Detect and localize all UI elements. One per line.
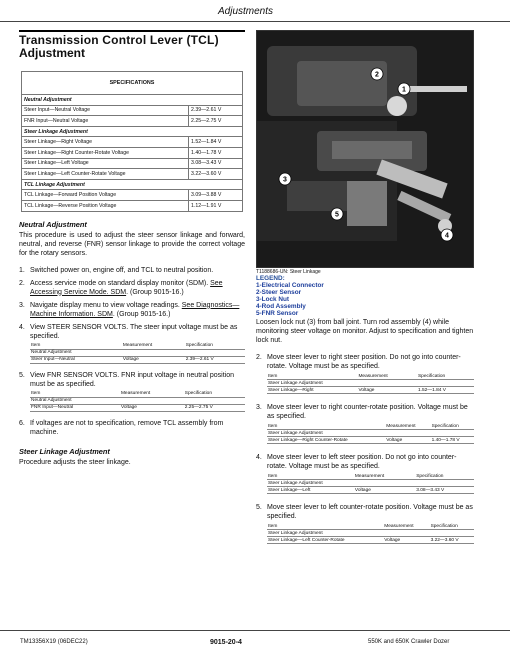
service-mode-link[interactable]: See Accessing Service Mode. SDM (30, 279, 223, 296)
step-text: Navigate display menu to view voltage readings. (30, 301, 182, 309)
step-number: 5. (256, 504, 262, 511)
step-text: Move steer lever to right counter-rotate position. Voltage must be as specified. (267, 404, 468, 420)
spec-label: Steer Linkage—Right Voltage (22, 137, 189, 148)
neutral-heading: Neutral Adjustment (19, 219, 87, 229)
cell-specification: 1.40—1.78 V (431, 437, 474, 444)
footer-doc-id: TM13356X19 (06DEC22) (20, 639, 88, 645)
spec-section: TCL Linkage Adjustment (22, 179, 243, 190)
title-line2: Adjustment (19, 46, 85, 60)
cell-item: FNR Input—Neutral (30, 404, 120, 411)
cell-measurement: Voltage (122, 356, 185, 363)
table-subhead: Steer Linkage Adjustment (267, 480, 474, 487)
step-text: View STEER SENSOR VOLTS. The steer input voltage must be as specified. (30, 323, 238, 340)
figure-caption: T1188686-UN: Steer Linkage (256, 269, 321, 275)
step-number: 4. (19, 323, 25, 331)
col-item: Item (30, 343, 122, 350)
cell-item: Steer Input—Neutral (30, 356, 122, 363)
spec-section: Neutral Adjustment (22, 95, 243, 106)
col-measurement: Measurement (383, 523, 429, 530)
spec-value: 3.08—3.43 V (189, 158, 243, 169)
col-measurement: Measurement (357, 373, 417, 380)
spec-value: 1.12—1.91 V (189, 200, 243, 211)
cell-item: Steer Linkage—Left (267, 487, 354, 494)
steer-input-table (30, 343, 245, 364)
col-measurement: Measurement (120, 391, 184, 398)
footer-model: 550K and 650K Crawler Dozer (368, 639, 450, 645)
steer-step (256, 503, 474, 521)
neutral-step (19, 371, 245, 389)
cell-specification: 2.25—2.75 V (184, 404, 245, 411)
cell-measurement: Voltage (120, 404, 184, 411)
step-text: Move steer lever to left steer position. Do not go into counter-rotate. Voltage must be as specified. (267, 454, 457, 470)
spec-value: 1.52—1.84 V (189, 137, 243, 148)
neutral-step (19, 323, 245, 341)
col-item: Item (30, 391, 120, 398)
cell-specification: 2.39—2.61 V (185, 356, 245, 363)
steer-step (256, 403, 474, 421)
col-specification: Specification (185, 343, 245, 350)
step-number: 6. (19, 419, 25, 427)
step-number: 5. (19, 371, 25, 379)
step-text: Move steer lever to left counter-rotate position. Voltage must be as specified. (267, 504, 473, 520)
cell-item: Steer Linkage—Right (267, 387, 357, 394)
page-title (19, 30, 245, 47)
step-number: 3. (256, 404, 262, 411)
cell-measurement: Voltage (385, 437, 430, 444)
table-subhead: Steer Linkage Adjustment (267, 380, 474, 387)
step-text: Access service mode on standard display monitor (SDM). (30, 279, 211, 287)
spec-label: Steer Linkage—Left Voltage (22, 158, 189, 169)
left-counter-table (267, 523, 474, 544)
cell-item: Steer Linkage—Left Counter-Rotate (267, 537, 383, 544)
spec-value: 1.40—1.78 V (189, 147, 243, 158)
col-specification: Specification (417, 373, 474, 380)
steer-linkage-photo (256, 30, 474, 268)
legend-item: 1-Electrical Connector (256, 282, 324, 289)
left-column (19, 30, 245, 467)
callout-5-label: 5 (335, 211, 339, 219)
col-measurement: Measurement (385, 423, 430, 430)
step-tail: . (Group 9015-16.) (112, 310, 171, 318)
step-text: If voltages are not to specification, remove TCL assembly from machine. (30, 419, 224, 436)
cell-measurement: Voltage (354, 487, 415, 494)
col-measurement: Measurement (354, 473, 415, 480)
spec-value: 2.39—2.61 V (189, 105, 243, 116)
col-specification: Specification (415, 473, 474, 480)
legend-item: 4-Rod Assembly (256, 303, 306, 310)
spec-heading: SPECIFICATIONS (22, 72, 243, 95)
legend-title: LEGEND: (256, 275, 285, 282)
callout-4-label: 4 (445, 232, 449, 240)
legend-item: 5-FNR Sensor (256, 310, 299, 317)
spec-label: TCL Linkage—Forward Position Voltage (22, 190, 189, 201)
table-subhead: Steer Linkage Adjustment (267, 530, 474, 537)
spec-value: 2.25—2.75 V (189, 116, 243, 127)
neutral-intro: This procedure is used to adjust the steer sensor linkage and forward, neutral, and reverse (FNR) sensor linkage to provide the correct voltage for the rotary sensors. (19, 231, 245, 257)
steer-heading: Steer Linkage Adjustment (19, 446, 110, 456)
col-item: Item (267, 473, 354, 480)
col-item: Item (267, 523, 383, 530)
cell-specification: 1.52—1.84 V (417, 387, 474, 394)
adjust-note: Loosen lock nut (3) from ball joint. Turn rod assembly (4) while monitoring steer voltage on monitor. Adjust to specification and tighten lock nut. (256, 319, 474, 344)
col-specification: Specification (430, 523, 474, 530)
table-subhead: Neutral Adjustment (30, 349, 245, 356)
right-counter-table (267, 423, 474, 444)
cell-specification: 3.22—3.60 V (430, 537, 474, 544)
page-footer (0, 630, 510, 660)
title-line1: Transmission Control Lever (TCL) (19, 33, 219, 47)
col-measurement: Measurement (122, 343, 185, 350)
step-number: 2. (19, 279, 25, 287)
steer-intro: Procedure adjusts the steer linkage. (19, 458, 131, 466)
spec-label: FNR Input—Neutral Voltage (22, 116, 189, 127)
steer-step (256, 453, 474, 471)
cell-measurement: Voltage (383, 537, 429, 544)
right-steer-table (267, 373, 474, 394)
spec-label: TCL Linkage—Reverse Position Voltage (22, 200, 189, 211)
neutral-step (19, 279, 245, 297)
fnr-input-table (30, 391, 245, 412)
callout-1-label: 1 (402, 86, 406, 94)
neutral-step (19, 419, 245, 437)
step-text: View FNR SENSOR VOLTS. FNR input voltage in neutral position must be as specified. (30, 371, 234, 388)
col-item: Item (267, 423, 385, 430)
col-item: Item (267, 373, 357, 380)
step-number: 3. (19, 301, 25, 309)
spec-value: 3.22—3.60 V (189, 169, 243, 180)
legend-item: 2-Steer Sensor (256, 289, 302, 296)
spec-label: Steer Input—Neutral Voltage (22, 105, 189, 116)
cell-item: Steer Linkage—Right Counter-Rotate (267, 437, 385, 444)
table-subhead: Steer Linkage Adjustment (267, 430, 474, 437)
right-column (256, 30, 474, 544)
step-number: 2. (256, 354, 262, 361)
page-header (0, 0, 510, 22)
footer-page-number: 9015-20-4 (210, 639, 242, 646)
callout-2-label: 2 (375, 71, 379, 79)
header-title: Adjustments (218, 6, 274, 17)
step-text: Switched power on, engine off, and TCL to neutral position. (30, 266, 214, 274)
callout-3-label: 3 (283, 176, 287, 184)
step-tail: . (Group 9015-16.) (126, 288, 184, 296)
step-number: 4. (256, 454, 262, 461)
spec-label: Steer Linkage—Left Counter-Rotate Voltage (22, 169, 189, 180)
legend-item: 3-Lock Nut (256, 296, 290, 303)
spec-value: 3.09—3.88 V (189, 190, 243, 201)
cell-specification: 3.08—3.43 V (415, 487, 474, 494)
steer-step (256, 353, 474, 371)
neutral-step (19, 266, 245, 275)
cell-measurement: Voltage (357, 387, 417, 394)
spec-section: Steer Linkage Adjustment (22, 126, 243, 137)
linkage-illustration (257, 31, 474, 268)
col-specification: Specification (431, 423, 474, 430)
spec-label: Steer Linkage—Right Counter-Rotate Voltage (22, 147, 189, 158)
col-specification: Specification (184, 391, 245, 398)
specifications-table (21, 71, 243, 212)
left-steer-table (267, 473, 474, 494)
step-text: Move steer lever to right steer position. Do not go into counter-rotate. Voltage must be as specified. (267, 354, 461, 370)
neutral-step (19, 301, 245, 319)
step-number: 1. (19, 266, 25, 274)
table-subhead: Neutral Adjustment (30, 397, 245, 404)
diagnostics-link[interactable]: See Diagnostics—Machine Information. SDM (30, 301, 240, 318)
